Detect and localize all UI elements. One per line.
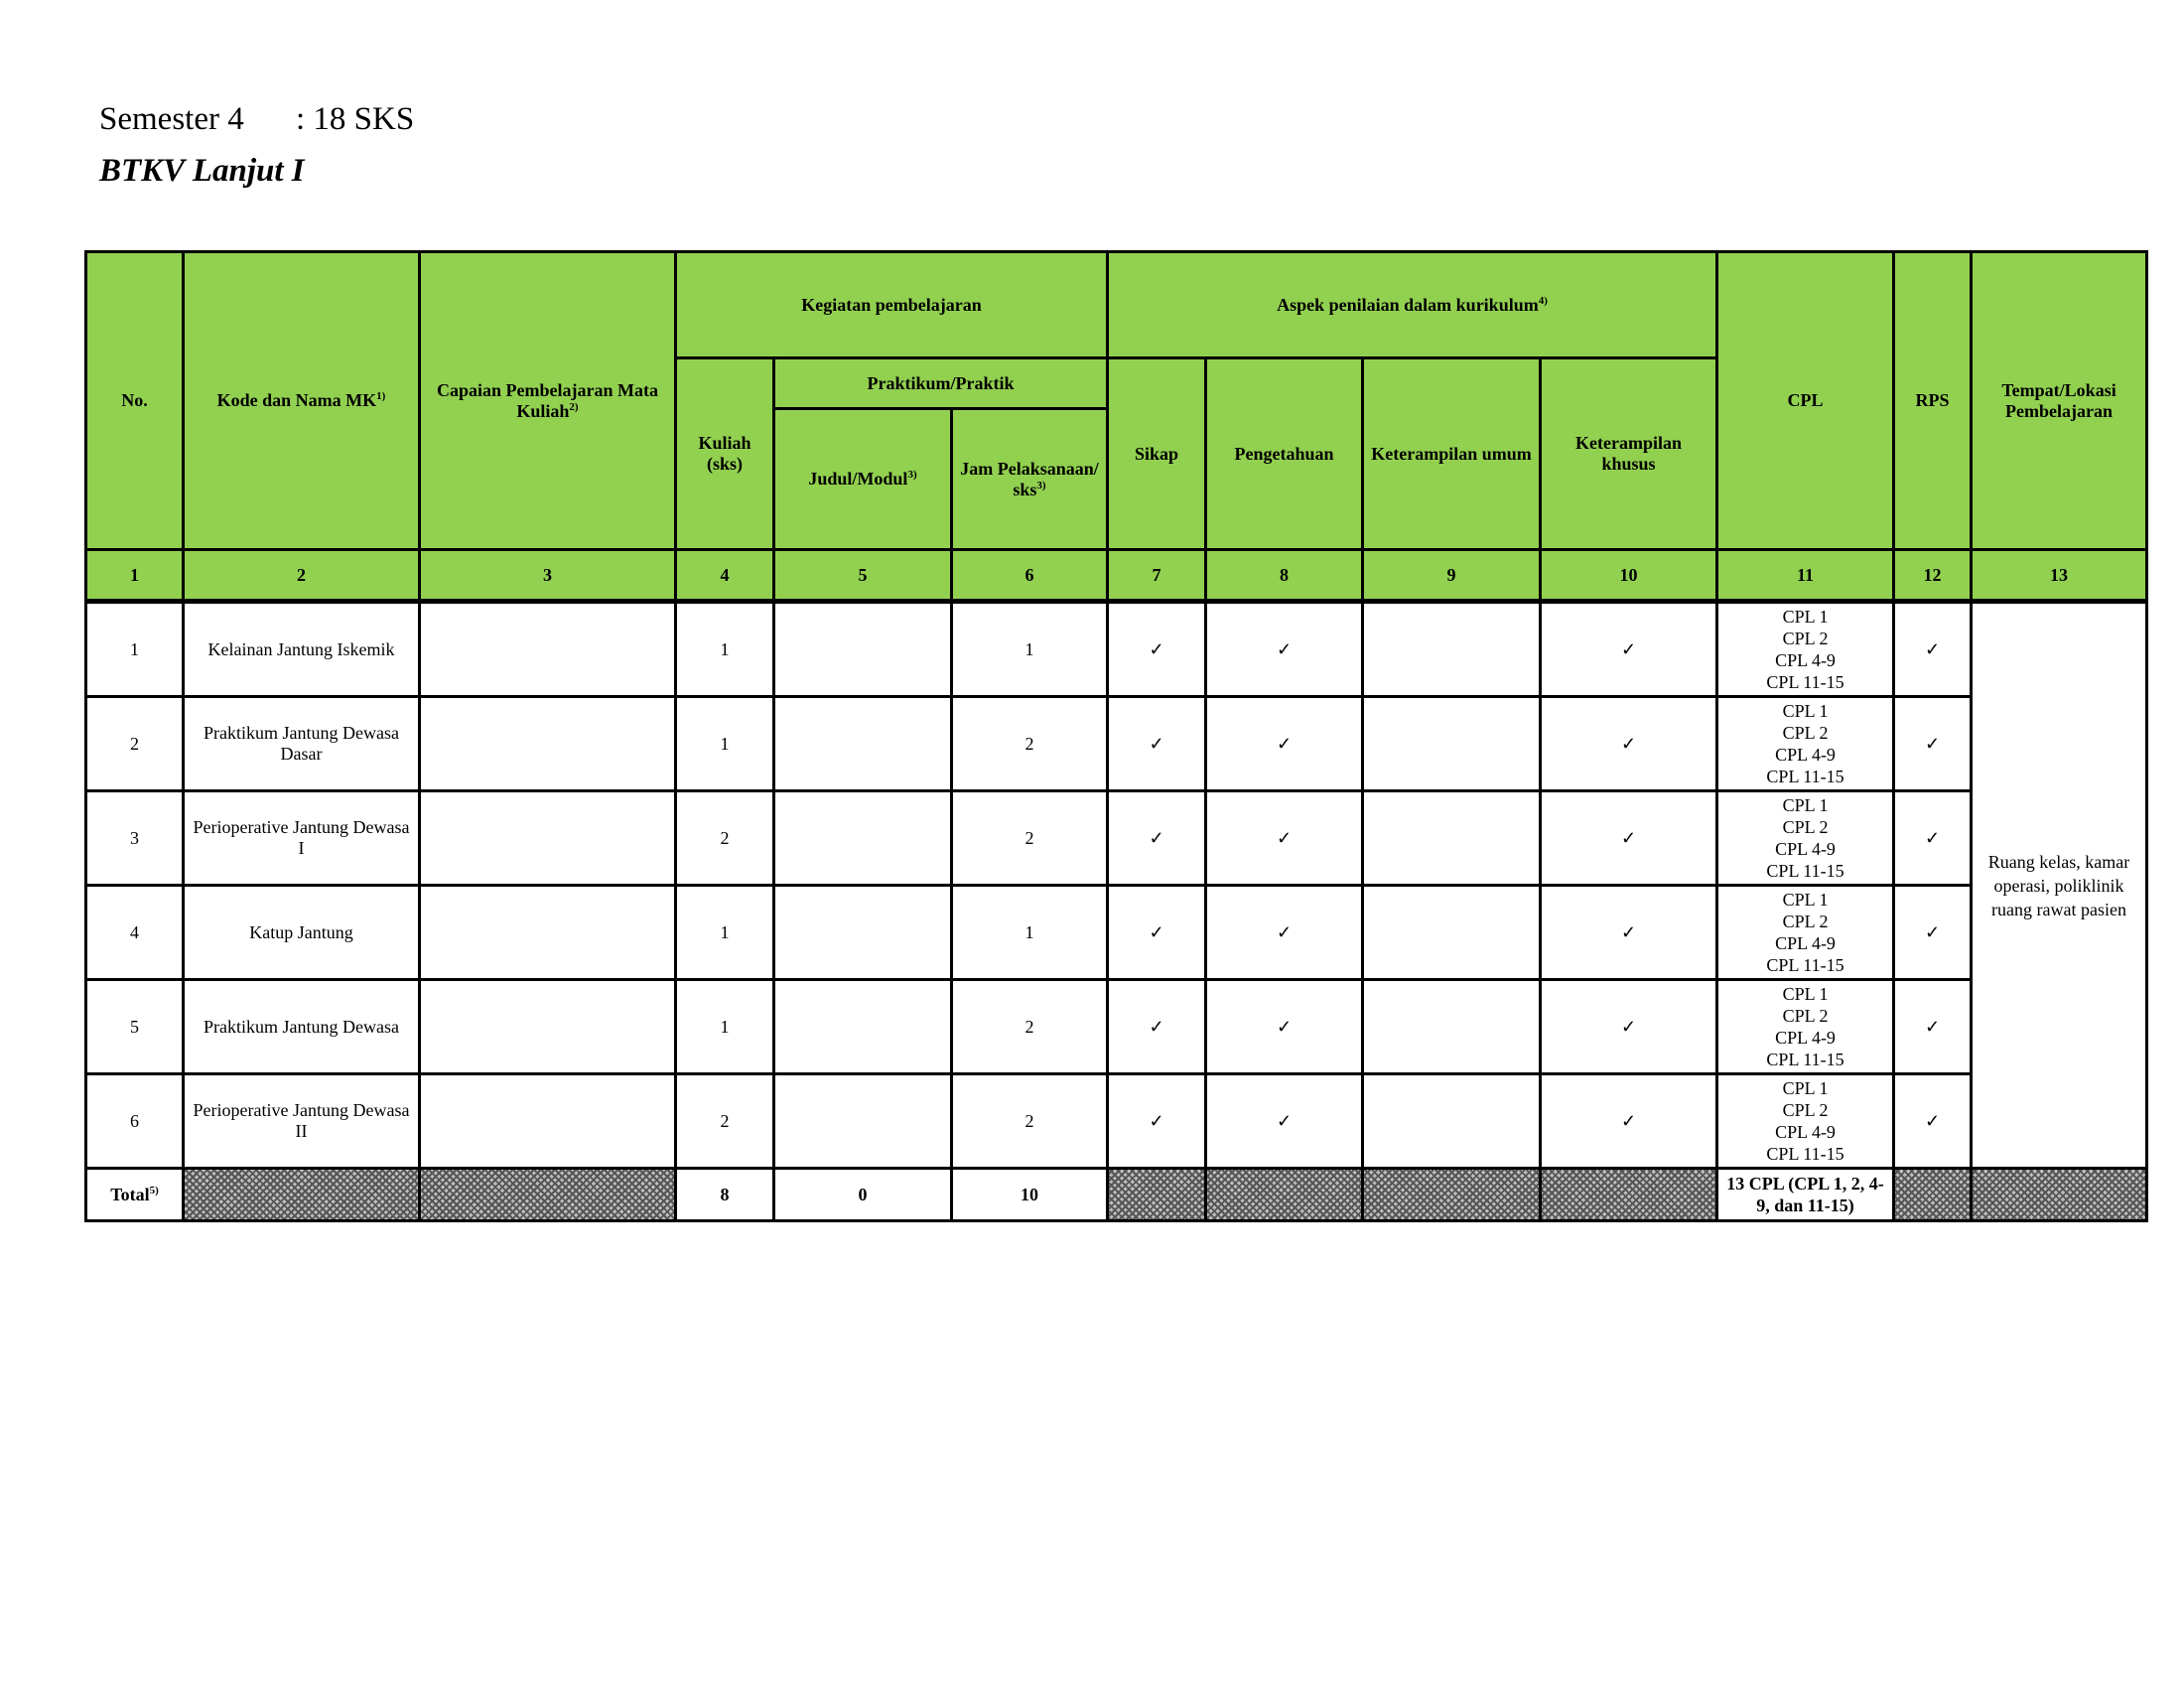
column-number-row [86,550,2147,602]
hatched-cell [1363,1169,1541,1221]
col-no-header: No. [86,252,184,550]
column-number: 9 [1363,550,1541,602]
cpl-item: CPL 11-15 [1766,955,1844,975]
capaian-cell [420,1074,676,1169]
judul-cell [774,1074,952,1169]
judul-cell [774,886,952,980]
cpl-item: CPL 1 [1782,795,1829,815]
cpl-item: CPL 4-9 [1775,745,1836,765]
judul-cell [774,697,952,791]
column-number: 10 [1541,550,1717,602]
kuliah-cell: 2 [676,1074,774,1169]
rps-check: ✓ [1894,980,1972,1074]
jam-cell: 2 [952,791,1108,886]
col-ket-khusus-header: Keterampilan khusus [1541,358,1717,550]
rps-check: ✓ [1894,791,1972,886]
cpl-item: CPL 1 [1782,701,1829,721]
col-tempat-header: Tempat/Lokasi Pembelajaran [1972,252,2147,550]
course-name: Kelainan Jantung Iskemik [184,602,420,697]
sikap-check: ✓ [1108,602,1206,697]
ket-khusus-check: ✓ [1541,980,1717,1074]
jam-cell: 1 [952,886,1108,980]
hatched-cell [420,1169,676,1221]
cpl-item: CPL 4-9 [1775,933,1836,953]
pengetahuan-check: ✓ [1206,980,1363,1074]
sikap-check: ✓ [1108,886,1206,980]
sikap-check: ✓ [1108,791,1206,886]
capaian-cell [420,980,676,1074]
semester-sks: : 18 SKS [296,101,415,137]
table-row [86,980,2147,1074]
cpl-item: CPL 4-9 [1775,1122,1836,1142]
curriculum-table [84,250,2148,1222]
column-number: 1 [86,550,184,602]
row-no: 2 [86,697,184,791]
judul-cell [774,791,952,886]
total-cpl: 13 CPL (CPL 1, 2, 4-9, dan 11-15) [1717,1169,1894,1221]
col-rps-header: RPS [1894,252,1972,550]
pengetahuan-check: ✓ [1206,791,1363,886]
column-number: 12 [1894,550,1972,602]
kuliah-cell: 1 [676,602,774,697]
rps-check: ✓ [1894,886,1972,980]
total-label: Total$^{5)}$ [86,1169,184,1221]
table-row [86,697,2147,791]
col-judul-header: Judul/Modul$^{3)}$ [774,409,952,550]
col-cpl-header: CPL [1717,252,1894,550]
hatched-cell [1206,1169,1363,1221]
col-ket-umum-header: Keterampilan umum [1363,358,1541,550]
col-pengetahuan-header: Pengetahuan [1206,358,1363,550]
cpl-item: CPL 1 [1782,1078,1829,1098]
course-name: Perioperative Jantung Dewasa II [184,1074,420,1169]
course-name: Praktikum Jantung Dewasa Dasar [184,697,420,791]
jam-cell: 1 [952,602,1108,697]
ket-khusus-check: ✓ [1541,697,1717,791]
column-number: 13 [1972,550,2147,602]
cpl-item: CPL 4-9 [1775,1028,1836,1048]
column-number: 7 [1108,550,1206,602]
column-number: 4 [676,550,774,602]
hatched-cell [1108,1169,1206,1221]
cpl-cell [1717,791,1894,886]
capaian-cell [420,791,676,886]
col-aspek-header: Aspek penilaian dalam kurikulum$^{4)}$ [1108,252,1717,358]
capaian-cell [420,697,676,791]
col-kegiatan-header: Kegiatan pembelajaran [676,252,1108,358]
kuliah-cell: 1 [676,980,774,1074]
rps-check: ✓ [1894,602,1972,697]
row-no: 1 [86,602,184,697]
cpl-item: CPL 2 [1782,1006,1829,1026]
ket-umum-cell [1363,697,1541,791]
column-number: 5 [774,550,952,602]
table-row [86,1074,2147,1169]
ket-umum-cell [1363,602,1541,697]
column-number: 6 [952,550,1108,602]
row-no: 3 [86,791,184,886]
sikap-check: ✓ [1108,697,1206,791]
rps-check: ✓ [1894,1074,1972,1169]
cpl-item: CPL 4-9 [1775,650,1836,670]
course-name: Praktikum Jantung Dewasa [184,980,420,1074]
cpl-item: CPL 11-15 [1766,861,1844,881]
column-number: 11 [1717,550,1894,602]
row-no: 6 [86,1074,184,1169]
col-praktikum-header: Praktikum/Praktik [774,358,1108,409]
column-number: 8 [1206,550,1363,602]
cpl-item: CPL 2 [1782,817,1829,837]
pengetahuan-check: ✓ [1206,886,1363,980]
ket-khusus-check: ✓ [1541,791,1717,886]
cpl-cell [1717,1074,1894,1169]
page-subtitle: BTKV Lanjut I [99,153,305,189]
column-number: 3 [420,550,676,602]
cpl-item: CPL 2 [1782,723,1829,743]
course-name: Katup Jantung [184,886,420,980]
rps-check: ✓ [1894,697,1972,791]
col-kode-nama-header: Kode dan Nama MK$^{1)}$ [184,252,420,550]
row-no: 4 [86,886,184,980]
page-header [99,99,414,190]
table-row [86,602,2147,697]
hatched-cell [184,1169,420,1221]
total-judul: 0 [774,1169,952,1221]
cpl-item: CPL 1 [1782,607,1829,627]
capaian-cell [420,886,676,980]
jam-cell: 2 [952,980,1108,1074]
course-name: Perioperative Jantung Dewasa I [184,791,420,886]
cpl-item: CPL 2 [1782,912,1829,931]
row-no: 5 [86,980,184,1074]
pengetahuan-check: ✓ [1206,602,1363,697]
cpl-item: CPL 1 [1782,984,1829,1004]
jam-cell: 2 [952,1074,1108,1169]
cpl-item: CPL 11-15 [1766,672,1844,692]
ket-umum-cell [1363,980,1541,1074]
col-jam-header: Jam Pelaksanaan/ sks$^{3)}$ [952,409,1108,550]
ket-umum-cell [1363,791,1541,886]
cpl-item: CPL 2 [1782,1100,1829,1120]
col-capaian-header: Capaian Pembelajaran Mata Kuliah$^{2)}$ [420,252,676,550]
table-row [86,791,2147,886]
cpl-cell [1717,602,1894,697]
kuliah-cell: 1 [676,697,774,791]
semester-line [99,99,414,139]
ket-khusus-check: ✓ [1541,602,1717,697]
total-jam: 10 [952,1169,1108,1221]
table-row [86,886,2147,980]
cpl-item: CPL 11-15 [1766,1144,1844,1164]
ket-umum-cell [1363,886,1541,980]
cpl-cell [1717,886,1894,980]
location-cell: Ruang kelas, kamar operasi, poliklinik ruang rawat pasien [1972,602,2147,1169]
pengetahuan-check: ✓ [1206,697,1363,791]
cpl-cell [1717,980,1894,1074]
hatched-cell [1972,1169,2147,1221]
sikap-check: ✓ [1108,980,1206,1074]
total-kuliah: 8 [676,1169,774,1221]
cpl-item: CPL 4-9 [1775,839,1836,859]
col-sikap-header: Sikap [1108,358,1206,550]
judul-cell [774,980,952,1074]
column-number: 2 [184,550,420,602]
semester-label: Semester 4 [99,101,244,137]
sikap-check: ✓ [1108,1074,1206,1169]
col-kuliah-header: Kuliah (sks) [676,358,774,550]
cpl-item: CPL 1 [1782,890,1829,910]
jam-cell: 2 [952,697,1108,791]
pengetahuan-check: ✓ [1206,1074,1363,1169]
ket-khusus-check: ✓ [1541,1074,1717,1169]
hatched-cell [1541,1169,1717,1221]
ket-khusus-check: ✓ [1541,886,1717,980]
ket-umum-cell [1363,1074,1541,1169]
cpl-item: CPL 2 [1782,629,1829,648]
cpl-item: CPL 11-15 [1766,767,1844,786]
capaian-cell [420,602,676,697]
kuliah-cell: 2 [676,791,774,886]
judul-cell [774,602,952,697]
cpl-cell [1717,697,1894,791]
total-row [86,1169,2147,1221]
hatched-cell [1894,1169,1972,1221]
cpl-item: CPL 11-15 [1766,1050,1844,1069]
kuliah-cell: 1 [676,886,774,980]
